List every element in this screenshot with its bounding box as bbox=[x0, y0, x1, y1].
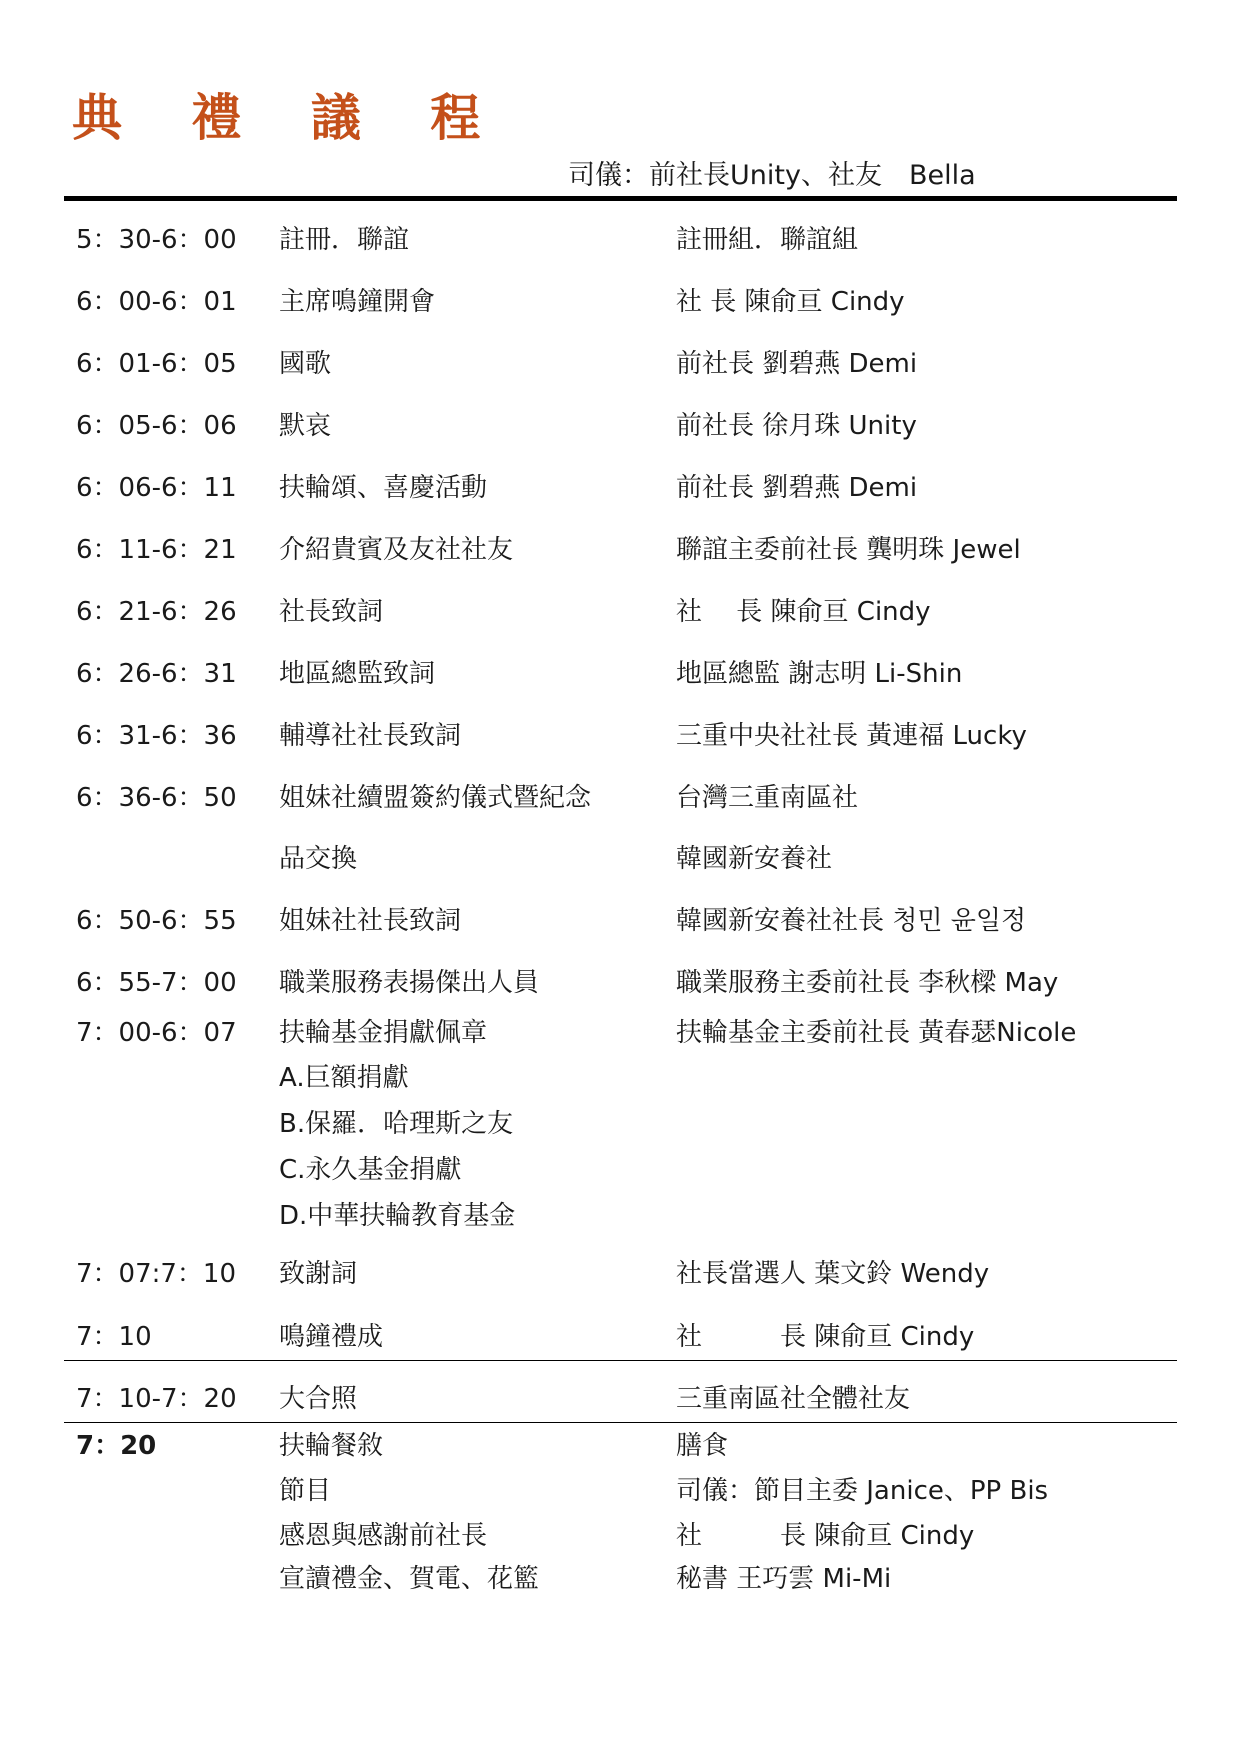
row-responsible: 三重南區社全體社友 bbox=[676, 1384, 911, 1414]
row-responsible: 前社長 徐月珠 Unity bbox=[676, 411, 917, 441]
row-item: 鳴鐘禮成 bbox=[279, 1322, 384, 1352]
row-responsible: 膳食 bbox=[676, 1431, 729, 1461]
row-item: 輔導社社長致詞 bbox=[279, 721, 462, 751]
row-responsible: 社 長 陳俞亘 Cindy bbox=[676, 597, 931, 627]
row-time: 6：21-6：26 bbox=[76, 597, 237, 627]
row-item: 宣讀禮金、賀電、花籃 bbox=[279, 1564, 540, 1594]
row-item: 默哀 bbox=[279, 411, 332, 441]
header-divider bbox=[64, 196, 1177, 201]
row-responsible: 前社長 劉碧燕 Demi bbox=[676, 473, 918, 503]
row-time: 6：06-6：11 bbox=[76, 473, 237, 503]
row-time: 7：07:7：10 bbox=[76, 1259, 237, 1289]
row-time: 6：11-6：21 bbox=[76, 535, 237, 565]
mc-line: 司儀：前社長Unity、社友 Bella bbox=[568, 160, 976, 191]
row-item: 扶輪基金捐獻佩章 bbox=[279, 1018, 488, 1048]
row-item: 大合照 bbox=[279, 1384, 358, 1414]
row-time: 7：00-6：07 bbox=[76, 1018, 237, 1048]
row-item: 註冊．聯誼 bbox=[279, 225, 410, 255]
row-time: 6：05-6：06 bbox=[76, 411, 237, 441]
row-responsible: 韓國新安養社 bbox=[676, 844, 833, 874]
row-responsible: 秘書 王巧雲 Mi-Mi bbox=[676, 1564, 892, 1594]
row-time: 7：10-7：20 bbox=[76, 1384, 237, 1414]
row-responsible: 扶輪基金主委前社長 黃春瑟Nicole bbox=[676, 1018, 1077, 1048]
row-responsible: 社 長 陳俞亘 Cindy bbox=[676, 1322, 975, 1352]
row-item: 姐妹社社長致詞 bbox=[279, 906, 462, 936]
row-time: 7：20 bbox=[76, 1431, 157, 1461]
row-responsible: 聯誼主委前社長 龔明珠 Jewel bbox=[676, 535, 1021, 565]
row-item: 主席鳴鐘開會 bbox=[279, 287, 436, 317]
row-subitem: C.永久基金捐獻 bbox=[279, 1155, 462, 1185]
row-divider bbox=[64, 1360, 1177, 1361]
row-item: 致謝詞 bbox=[279, 1259, 358, 1289]
row-item: 扶輪餐敘 bbox=[279, 1431, 384, 1461]
row-responsible: 社 長 陳俞亘 Cindy bbox=[676, 287, 905, 317]
row-time: 6：00-6：01 bbox=[76, 287, 237, 317]
row-item: 社長致詞 bbox=[279, 597, 384, 627]
page-title: 典 禮 議 程 bbox=[72, 89, 507, 147]
row-responsible: 前社長 劉碧燕 Demi bbox=[676, 349, 918, 379]
row-responsible: 註冊組．聯誼組 bbox=[676, 225, 859, 255]
row-item: 地區總監致詞 bbox=[279, 659, 436, 689]
row-time: 6：31-6：36 bbox=[76, 721, 237, 751]
row-item: 國歌 bbox=[279, 349, 332, 379]
row-time: 5：30-6：00 bbox=[76, 225, 237, 255]
row-item: 職業服務表揚傑出人員 bbox=[279, 968, 540, 998]
row-divider bbox=[64, 1422, 1177, 1423]
row-responsible: 職業服務主委前社長 李秋樑 May bbox=[676, 968, 1059, 998]
row-subitem: B.保羅．哈理斯之友 bbox=[279, 1109, 514, 1139]
row-item: 品交換 bbox=[279, 844, 358, 874]
row-responsible: 三重中央社社長 黃連福 Lucky bbox=[676, 721, 1027, 751]
row-time: 7：10 bbox=[76, 1322, 152, 1352]
row-responsible: 地區總監 謝志明 Li-Shin bbox=[676, 659, 963, 689]
row-time: 6：01-6：05 bbox=[76, 349, 237, 379]
row-time: 6：26-6：31 bbox=[76, 659, 237, 689]
row-responsible: 韓國新安養社社長 청민 윤일정 bbox=[676, 906, 1027, 936]
row-responsible: 台灣三重南區社 bbox=[676, 783, 859, 813]
row-responsible: 司儀：節目主委 Janice、PP Bis bbox=[676, 1476, 1049, 1506]
row-subitem: D.中華扶輪教育基金 bbox=[279, 1201, 516, 1231]
row-subitem: A.巨額捐獻 bbox=[279, 1063, 409, 1093]
row-item: 節目 bbox=[279, 1476, 332, 1506]
row-time: 6：50-6：55 bbox=[76, 906, 237, 936]
row-item: 感恩與感謝前社長 bbox=[279, 1521, 488, 1551]
row-item: 姐妹社續盟簽約儀式暨紀念 bbox=[279, 783, 592, 813]
row-item: 介紹貴賓及友社社友 bbox=[279, 535, 514, 565]
row-responsible: 社 長 陳俞亘 Cindy bbox=[676, 1521, 975, 1551]
row-time: 6：55-7：00 bbox=[76, 968, 237, 998]
row-item: 扶輪頌、喜慶活動 bbox=[279, 473, 488, 503]
row-responsible: 社長當選人 葉文鈴 Wendy bbox=[676, 1259, 990, 1289]
row-time: 6：36-6：50 bbox=[76, 783, 237, 813]
